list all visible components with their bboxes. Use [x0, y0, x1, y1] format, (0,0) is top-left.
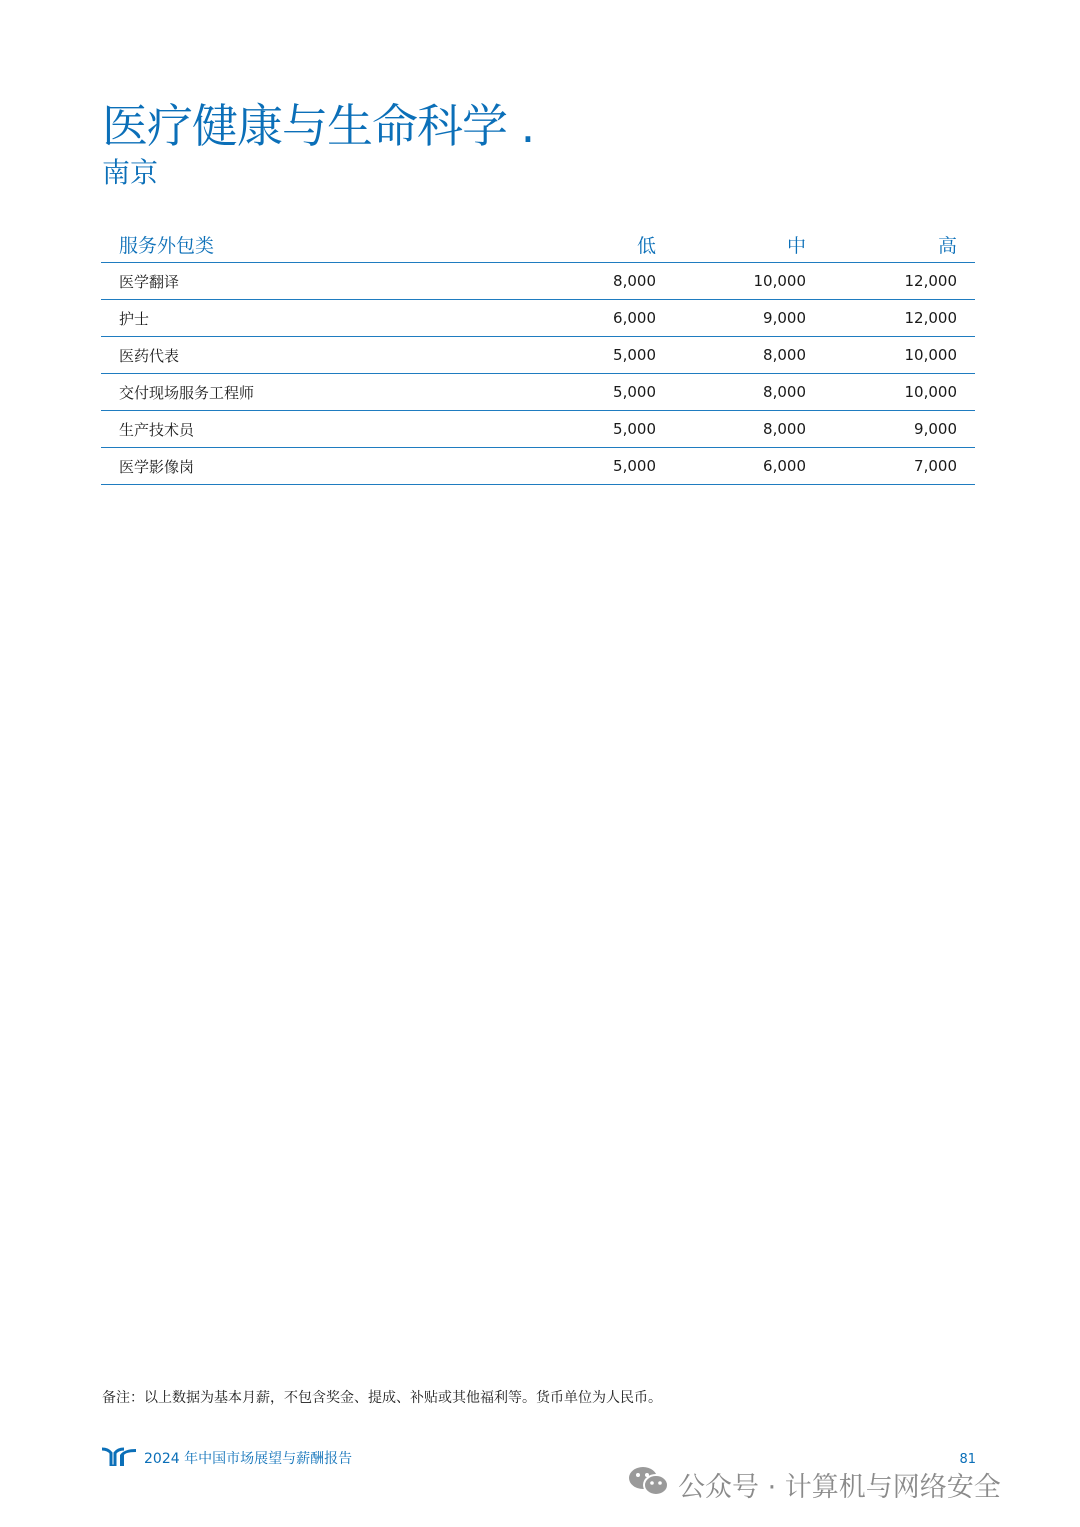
row-high: 12,000 — [904, 272, 957, 290]
row-name: 护士 — [119, 309, 150, 328]
row-high: 7,000 — [914, 457, 957, 475]
column-header-high: 高 — [937, 234, 957, 257]
page-footer — [102, 1446, 352, 1470]
row-high: 10,000 — [904, 346, 957, 364]
watermark — [628, 1464, 1001, 1505]
row-low: 5,000 — [613, 420, 656, 438]
brand-logo-icon — [102, 1446, 136, 1470]
row-mid: 8,000 — [763, 383, 806, 401]
row-mid: 10,000 — [753, 272, 806, 290]
row-high: 9,000 — [914, 420, 957, 438]
table-row — [101, 263, 975, 300]
table-row — [101, 300, 975, 337]
page-number: 81 — [959, 1452, 976, 1467]
table-row — [101, 337, 975, 374]
row-name: 医药代表 — [119, 346, 180, 365]
row-low: 5,000 — [613, 457, 656, 475]
watermark-text: 公众号 · 计算机与网络安全 — [678, 1472, 1001, 1503]
wechat-icon — [628, 1464, 670, 1505]
row-name: 交付现场服务工程师 — [119, 383, 255, 402]
row-mid: 8,000 — [763, 420, 806, 438]
footnote: 备注：以上数据为基本月薪，不包含奖金、提成、补贴或其他福利等。货币单位为人民币。 — [102, 1390, 662, 1406]
row-high: 12,000 — [904, 309, 957, 327]
table-header-row — [101, 226, 975, 263]
column-header-low: 低 — [636, 234, 656, 257]
page-subtitle: 南京 — [102, 156, 159, 189]
row-mid: 9,000 — [763, 309, 806, 327]
row-name: 生产技术员 — [119, 420, 195, 439]
page-title: 医疗健康与生命科学 . — [102, 99, 535, 153]
column-header-category: 服务外包类 — [119, 234, 215, 257]
row-name: 医学翻译 — [119, 272, 180, 291]
report-title: 2024 年中国市场展望与薪酬报告 — [144, 1451, 353, 1467]
salary-table — [101, 226, 975, 485]
row-mid: 6,000 — [763, 457, 806, 475]
row-low: 5,000 — [613, 383, 656, 401]
column-header-mid: 中 — [786, 234, 806, 257]
table-row — [101, 374, 975, 411]
row-low: 5,000 — [613, 346, 656, 364]
row-mid: 8,000 — [763, 346, 806, 364]
table-row — [101, 411, 975, 448]
row-low: 8,000 — [613, 272, 656, 290]
row-high: 10,000 — [904, 383, 957, 401]
table-row — [101, 448, 975, 485]
row-low: 6,000 — [613, 309, 656, 327]
row-name: 医学影像岗 — [119, 457, 195, 476]
